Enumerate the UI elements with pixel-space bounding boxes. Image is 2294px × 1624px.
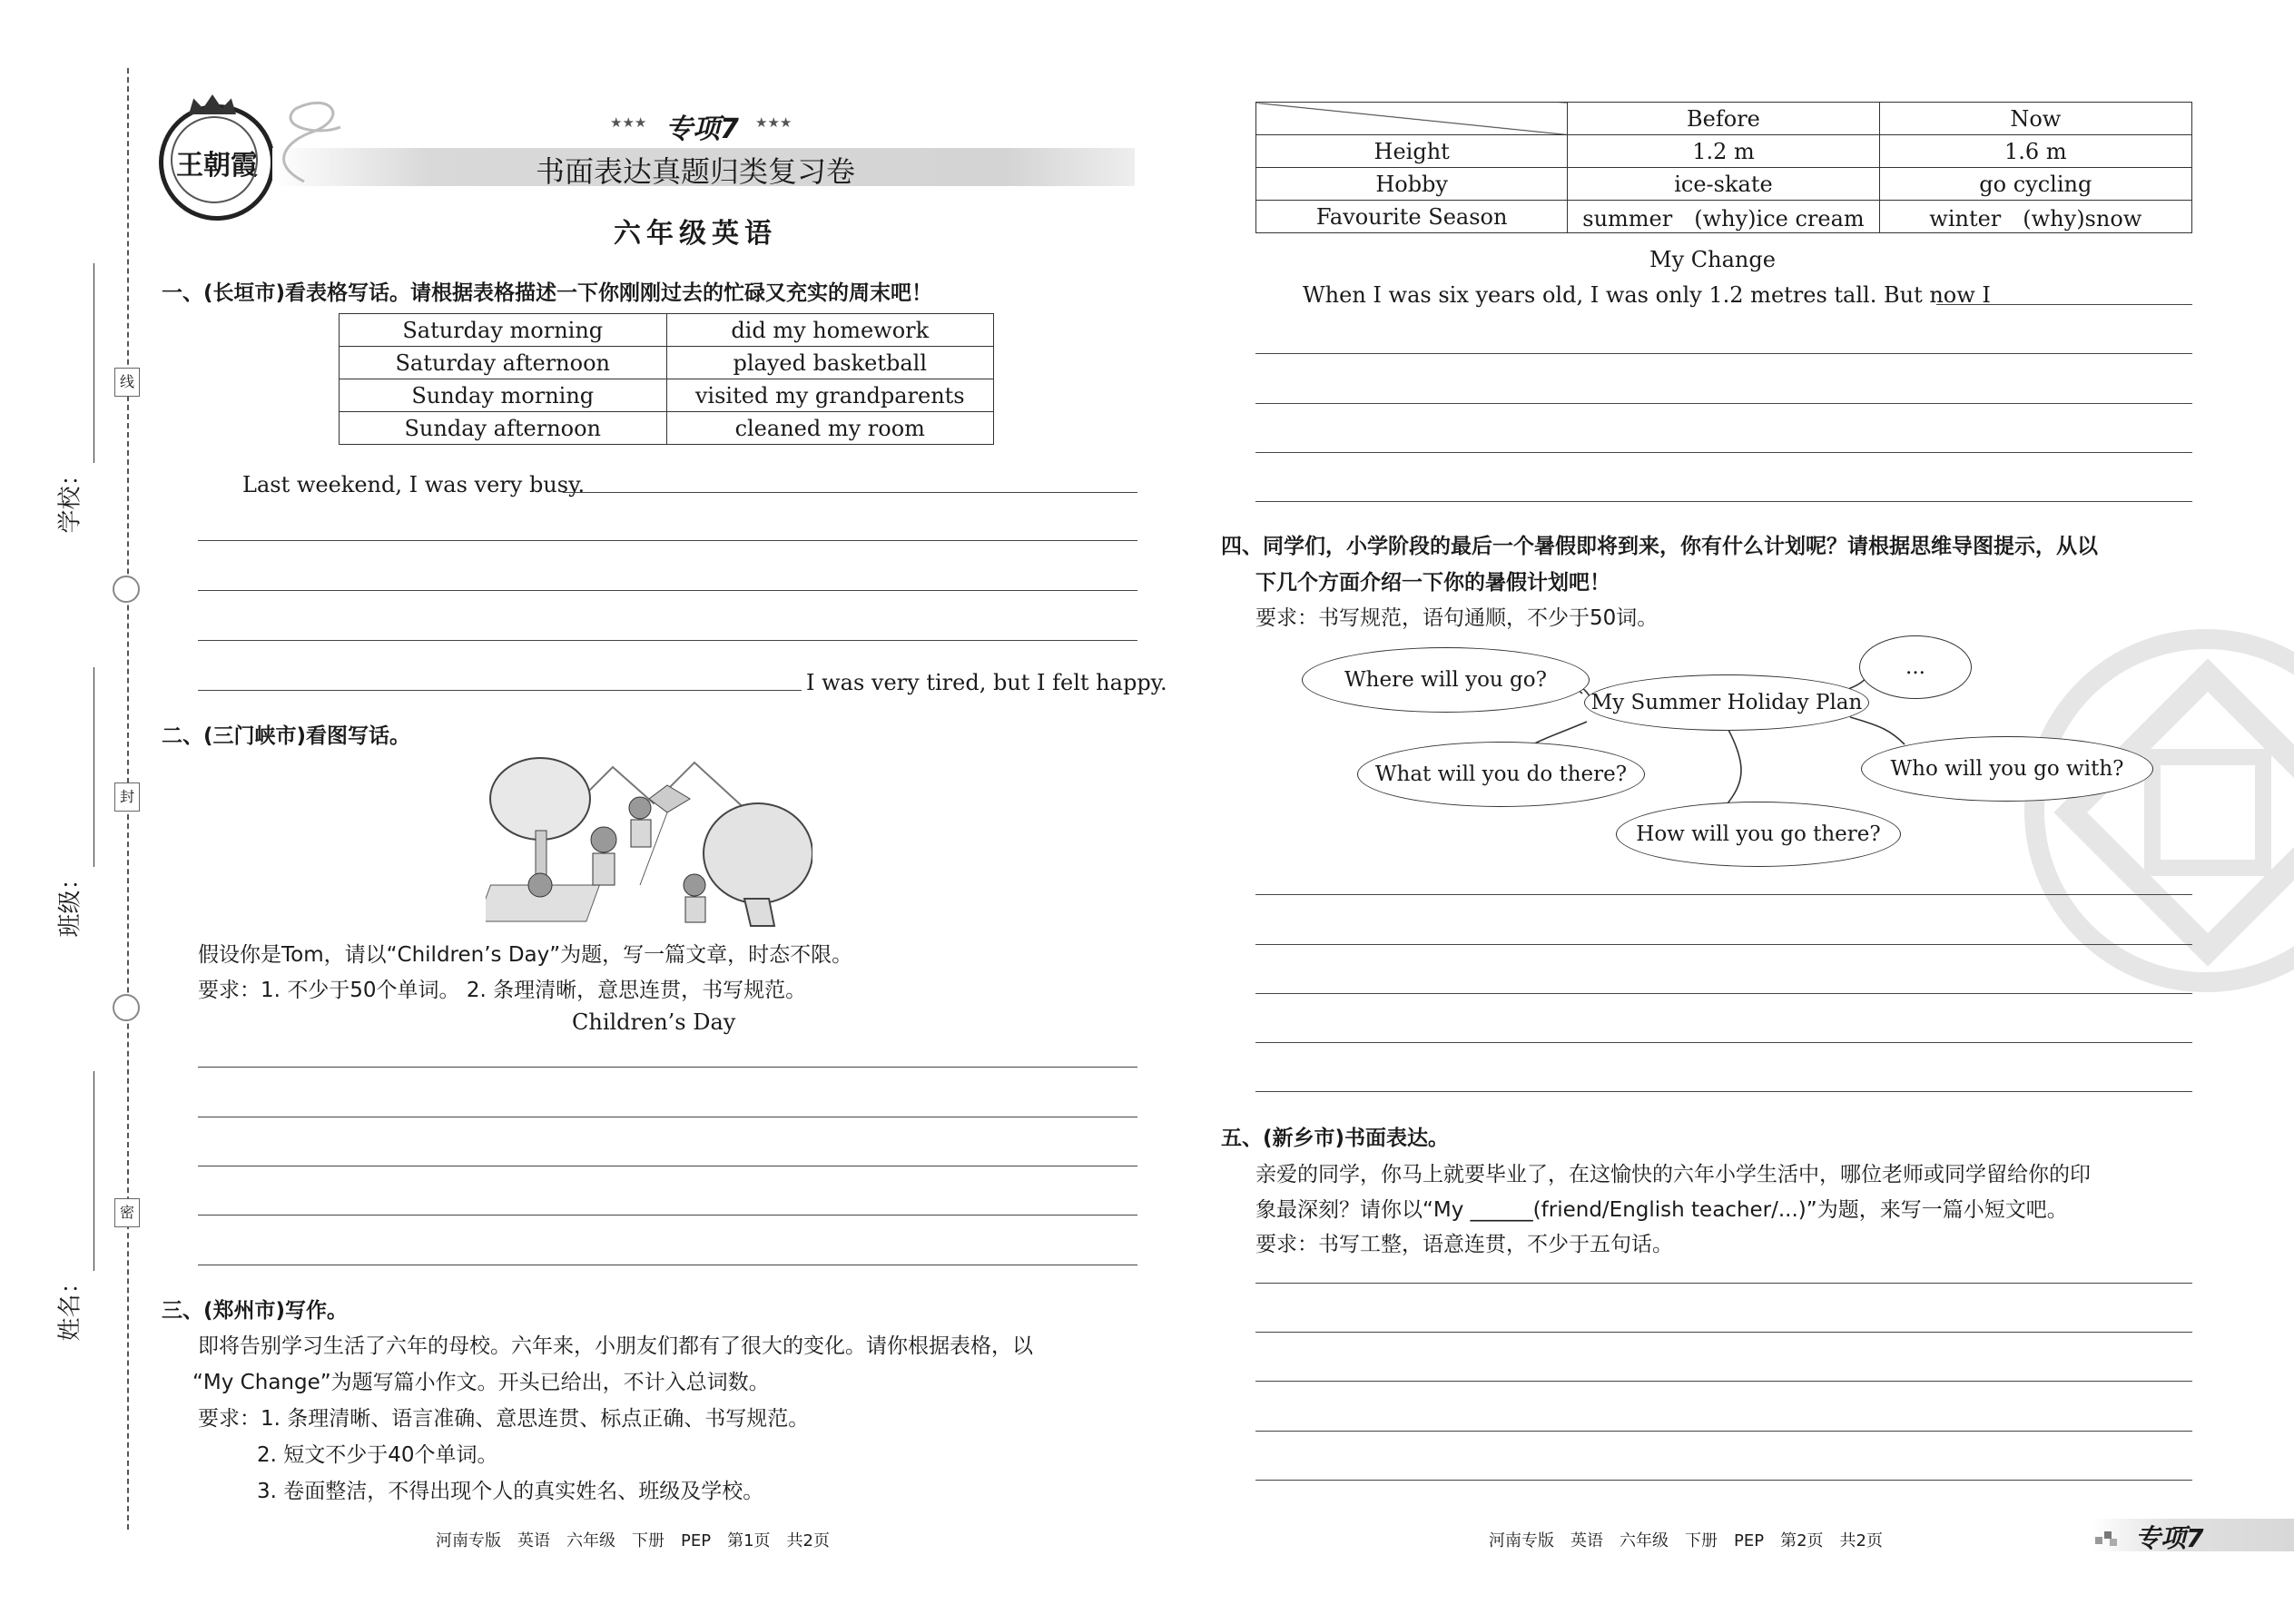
table-cell: Hobby <box>1256 168 1568 201</box>
q1-end-sentence: I was very tired, but I felt happy. <box>806 670 1167 695</box>
q4-requirement: 要求：书写规范，语句通顺，不少于50词。 <box>1255 606 1659 630</box>
q3-answer-line[interactable] <box>1936 304 2192 305</box>
mindmap-node-do: What will you do there? <box>1357 742 1645 807</box>
q3-requirement-3: 3. 卷面整洁，不得出现个人的真实姓名、班级及学校。 <box>257 1480 764 1503</box>
footer-right: 河南专版 英语 六年级 下册 PEP 第2页 共2页 <box>1489 1531 1883 1550</box>
table-row <box>340 412 994 445</box>
table-cell: played basketball <box>666 347 994 379</box>
ribbon-decoration <box>159 91 395 191</box>
footer-left: 河南专版 英语 六年级 下册 PEP 第1页 共2页 <box>436 1531 830 1550</box>
q2-illustration <box>486 749 812 930</box>
q4-answer-line[interactable] <box>1255 1042 2192 1043</box>
q3-answer-line[interactable] <box>1255 501 2192 502</box>
series-stars-left: ★★★ <box>610 114 647 131</box>
table-cell: cleaned my room <box>666 412 994 445</box>
q1-answer-line[interactable] <box>198 590 1137 591</box>
mindmap-node-with: Who will you go with? <box>1861 736 2153 802</box>
table-cell: 1.2 m <box>1568 135 1879 168</box>
page-title: 书面表达真题归类复习卷 <box>536 154 856 189</box>
q3-answer-line[interactable] <box>1255 353 2192 354</box>
q2-requirements: 要求：1. 不少于50个单词。 2. 条理清晰，意思连贯，书写规范。 <box>198 979 807 1002</box>
table-row <box>340 314 994 347</box>
q1-start-sentence: Last weekend, I was very busy. <box>242 472 586 497</box>
q2-essay-title: Children’s Day <box>572 1009 736 1035</box>
table-cell: summer (why)ice cream <box>1568 201 1879 233</box>
q2-answer-line[interactable] <box>198 1067 1137 1068</box>
table-row <box>340 379 994 412</box>
q3-answer-line[interactable] <box>1255 403 2192 404</box>
table-cell: 1.6 m <box>1879 135 2191 168</box>
table-cell: Saturday morning <box>340 314 667 347</box>
footer-tag: 专项7 <box>2135 1523 2204 1553</box>
q2-instruction: 假设你是Tom，请以“Children’s Day”为题，写一篇文章，时态不限。 <box>198 943 853 967</box>
q1-table <box>339 313 994 445</box>
table-cell: Favourite Season <box>1256 201 1568 233</box>
page-subtitle: 六年级英语 <box>614 218 777 250</box>
q5-answer-line[interactable] <box>1255 1480 2192 1481</box>
q3-start-sentence: When I was six years old, I was only 1.2 metres tall. But now I <box>1303 282 1991 308</box>
table-cell: Sunday morning <box>340 379 667 412</box>
table-cell: Height <box>1256 135 1568 168</box>
table-header-cell: Now <box>1879 103 2191 135</box>
class-field[interactable] <box>50 667 104 949</box>
q1-answer-line[interactable] <box>198 540 1137 541</box>
q5-instruction-1: 亲爱的同学，你马上就要毕业了，在这愉快的六年小学生活中，哪位老师或同学留给你的印 <box>1255 1163 2091 1186</box>
table-row <box>1256 103 2192 135</box>
q2-answer-line[interactable] <box>198 1215 1137 1216</box>
table-corner-cell <box>1256 103 1568 135</box>
table-cell: Saturday afternoon <box>340 347 667 379</box>
q3-prompt: 三、(郑州市)写作。 <box>162 1299 349 1323</box>
q4-answer-line[interactable] <box>1255 944 2192 945</box>
q5-prompt: 五、(新乡市)书面表达。 <box>1221 1127 1450 1150</box>
mark-mi: 密 <box>114 1198 140 1227</box>
q5-answer-line[interactable] <box>1255 1381 2192 1382</box>
q3-instruction-2: “My Change”为题写篇小作文。开头已给出，不计入总词数。 <box>192 1371 770 1394</box>
q4-answer-line[interactable] <box>1255 993 2192 994</box>
table-row <box>1256 168 2192 201</box>
q5-answer-line[interactable] <box>1255 1431 2192 1432</box>
class-label: 班级： <box>56 866 84 938</box>
mindmap-node-where: Where will you go? <box>1302 647 1590 713</box>
table-cell: Sunday afternoon <box>340 412 667 445</box>
q3-requirement-1: 要求：1. 条理清晰、语言准确、意思连贯、标点正确、书写规范。 <box>198 1407 810 1431</box>
table-cell: visited my grandparents <box>666 379 994 412</box>
school-field[interactable] <box>50 263 104 545</box>
table-cell: winter (why)snow <box>1879 201 2191 233</box>
q4-answer-line[interactable] <box>1255 894 2192 895</box>
q5-instruction-2: 象最深刻？请你以“My ______(friend/English teacher/...)”为题，来写一篇小短文吧。 <box>1255 1198 2068 1222</box>
q3-instruction-1: 即将告别学习生活了六年的母校。六年来，小朋友们都有了很大的变化。请你根据表格，以 <box>198 1334 1033 1358</box>
q4-prompt-2: 下几个方面介绍一下你的暑假计划吧！ <box>1255 571 1610 595</box>
q3-essay-title: My Change <box>1649 247 1776 272</box>
table-row <box>340 347 994 379</box>
table-cell: go cycling <box>1879 168 2191 201</box>
table-row <box>1256 135 2192 168</box>
series-stars-right: ★★★ <box>755 114 793 131</box>
q5-requirement: 要求：书写工整，语意连贯，不少于五句话。 <box>1255 1233 1673 1256</box>
q1-prompt: 一、(长垣市)看表格写话。请根据表格描述一下你刚刚过去的忙碌又充实的周末吧！ <box>162 281 933 305</box>
logo-text: 王朝霞 <box>176 150 258 182</box>
q1-answer-line[interactable] <box>563 492 1137 493</box>
table-row <box>1256 201 2192 233</box>
q4-prompt-1: 四、同学们，小学阶段的最后一个暑假即将到来，你有什么计划呢？请根据思维导图提示，从以 <box>1221 535 2098 558</box>
q2-prompt: 二、(三门峡市)看图写话。 <box>162 724 411 748</box>
q4-answer-line[interactable] <box>1255 1091 2192 1092</box>
q3-answer-line[interactable] <box>1255 452 2192 453</box>
q1-answer-line[interactable] <box>198 690 802 691</box>
table-cell: ice-skate <box>1568 168 1879 201</box>
q5-answer-line[interactable] <box>1255 1332 2192 1333</box>
q5-answer-line[interactable] <box>1255 1283 2192 1284</box>
school-label: 学校： <box>56 462 84 534</box>
mark-feng: 封 <box>114 782 140 812</box>
mindmap-node-more: ... <box>1859 635 1972 699</box>
name-label: 姓名： <box>56 1270 84 1342</box>
q3-table <box>1255 102 2192 233</box>
mindmap-center: My Summer Holiday Plan <box>1584 674 1869 731</box>
binding-circle-1 <box>113 576 140 603</box>
mark-xian: 线 <box>114 368 140 397</box>
mindmap-node-how: How will you go there? <box>1616 802 1901 867</box>
table-cell: did my homework <box>666 314 994 347</box>
q3-requirement-2: 2. 短文不少于40个单词。 <box>257 1443 498 1467</box>
binding-circle-2 <box>113 994 140 1021</box>
table-header-cell: Before <box>1568 103 1879 135</box>
footer-tag-squares <box>2095 1528 2117 1546</box>
q1-answer-line[interactable] <box>198 640 1137 641</box>
series-label: 专项7 <box>665 113 739 145</box>
name-field[interactable] <box>50 1071 104 1353</box>
